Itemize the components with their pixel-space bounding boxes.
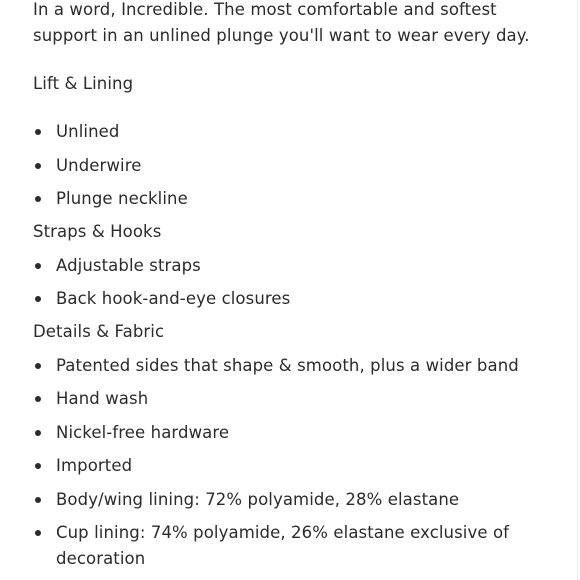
list-item: Back hook-and-eye closures (33, 286, 563, 312)
list-item: Unlined (33, 119, 563, 145)
section-heading-lift-lining: Lift & Lining (33, 74, 134, 93)
list-item: Patented sides that shape & smooth, plus a wider band (33, 353, 563, 379)
lift-lining-list (33, 119, 563, 212)
details-fabric-list (33, 353, 563, 573)
description-intro: In a word, Incredible. The most comfortable and softest support in an unlined plunge you'll want to wear every day. (33, 0, 530, 45)
list-item: Imported (33, 453, 563, 479)
straps-hooks-list (33, 253, 563, 313)
list-item: Cup lining: 74% polyamide, 26% elastane exclusive of decoration (33, 520, 563, 572)
list-item: Nickel-free hardware (33, 420, 563, 446)
list-item: Underwire (33, 153, 563, 179)
section-heading-details-fabric: Details & Fabric (33, 322, 165, 341)
product-description (33, 0, 563, 572)
list-item: Hand wash (33, 386, 563, 412)
list-item: Adjustable straps (33, 253, 563, 279)
section-heading-straps-hooks: Straps & Hooks (33, 222, 162, 241)
list-item: Plunge neckline (33, 186, 563, 212)
list-item: Body/wing lining: 72% polyamide, 28% elastane (33, 487, 563, 513)
